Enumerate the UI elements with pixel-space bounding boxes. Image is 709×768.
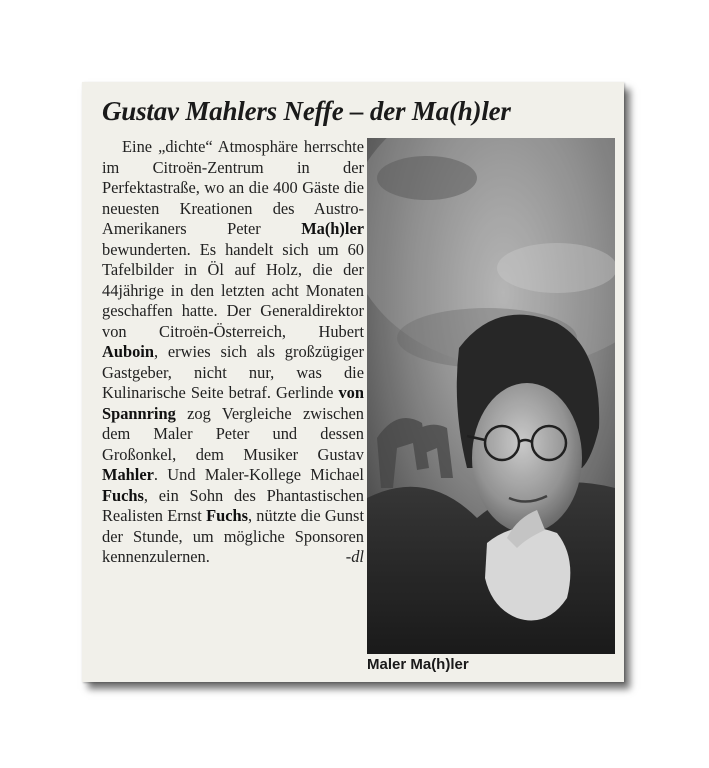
name-mahler: Ma(h)ler [301,219,364,238]
name-fuchs-michael: Fuchs [102,485,144,505]
body-text: bewunderten. Es handelt sich um 60 Tafelbilder in Öl auf Holz, die der 44jährige in den letzten acht Monaten geschaffen hatte. Der Generaldirektor von Citroën-Österreich, Hubert [102,239,364,341]
author-signature: -dl [345,547,364,566]
body-text: , ein Sohn des Phantastischen Realisten Ernst [102,485,364,525]
headline: Gustav Mahlers Neffe – der Ma(h)ler [102,96,511,126]
portrait-illustration [367,138,615,654]
article-paragraph [102,137,364,568]
name-spannring: von Spannring [102,383,364,423]
photo-caption: Maler Ma(h)ler [367,656,469,673]
body-text: zog Vergleiche zwischen dem Maler Peter und dessen Großonkel, dem Musiker Gustav [102,403,364,464]
newspaper-clipping [82,82,624,682]
body-text: Eine „dichte“ Atmosphäre herrschte im Citroën-Zentrum in der Perfektastraße, wo an die 400 Gäste die neuesten Kreationen des Austro-Amerikaners Peter [102,137,364,238]
body-text: . Und Maler-Kollege Michael [153,465,364,484]
portrait-photo [367,138,615,654]
name-mahler-gustav: Mahler [102,465,154,484]
body-text: , nützte die Gunst der Stunde, um mögliche Sponsoren kennenzulernen. [102,506,364,566]
article-body [102,137,364,568]
name-auboin: Auboin [102,342,154,361]
name-fuchs-ernst: Fuchs [206,506,248,525]
body-text: , erwies sich als großzügiger Gastgeber, nicht nur, was die Kulinarische Seite betraf. Gerlinde [102,342,364,402]
